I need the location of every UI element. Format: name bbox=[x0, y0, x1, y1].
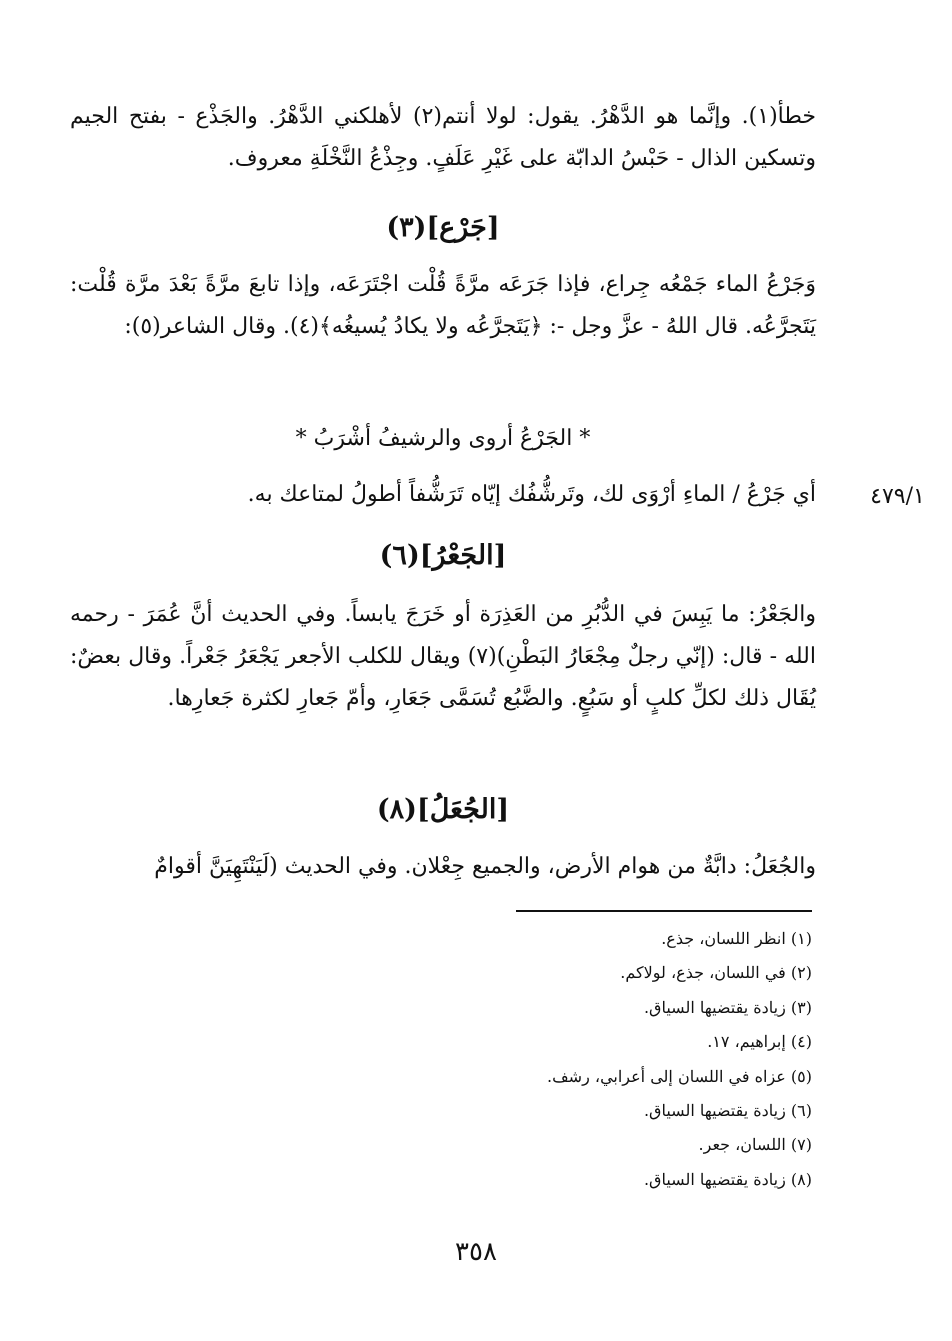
footnotes-list bbox=[400, 922, 812, 1197]
entry-heading-jar: [جَرْع](٣) bbox=[386, 212, 500, 243]
footnote-divider bbox=[516, 910, 812, 912]
footnote-item: (٥) عزاه في اللسان إلى أعرابي، رشف. bbox=[547, 1066, 812, 1086]
footnote-item: (٣) زيادة يقتضيها السياق. bbox=[643, 997, 812, 1017]
footnote-item: (٧) اللسان، جعر. bbox=[698, 1135, 812, 1155]
page-number: ٣٥٨ bbox=[455, 1237, 497, 1267]
footnote-item: (٢) في اللسان، جذع، لولاكم. bbox=[620, 963, 812, 983]
footnote-item: (٦) زيادة يقتضيها السياق. bbox=[643, 1100, 812, 1120]
entry-heading-juaal: [الجُعَلُ](٨) bbox=[376, 794, 510, 825]
paragraph-juaal: والجُعَلُ: دابَّةٌ من هوام الأرض، والجميع جِعْلان. وفي الحديث (لَيَنْتَهِيَنَّ أقوامٌ bbox=[154, 854, 816, 879]
paragraph-jar-dung: والجَعْرُ: ما يَبِسَ في الدُّبُرِ من العَذِرَة أو خَرَجَ يابساً. وفي الحديث أنَّ عُمَرَ - رحمه الله - قال: (إنّي رجلٌ مِجْعَارُ البَطْنِ)(٧) ويقال للكلب الأجعر يَجْعَرُ جَعْراً. وقال بعضٌ: يُقَال ذلك لكلِّ كلبٍ أو سَبُعٍ. والضَّبُع تُسَمَّى جَعَارِ، وأمّ جَعارِ لكثرة جَعارِها. bbox=[70, 602, 816, 711]
entry-heading-jar-dung: [الجَعْرُ](٦) bbox=[379, 540, 507, 571]
paragraph-jar: وَجَرْعُ الماء جَمْعُه جِراع، فإذا جَرَعَه مرَّةً قُلْت اجْتَرَعَه، وإذا تابعَ مرَّةً بَعْدَ مرَّة قُلْت: يَتَجرَّعُه. قال اللهُ - عزَّ وجل -: ﴿يَتَجرَّعُه ولا يكادُ يُسيغُه﴾(٤). وقال الشاعر(٥): bbox=[70, 272, 816, 339]
paragraph-jadh: خطأ(١). وإنَّما هو الدَّهْرُ. يقول: لولا أنتم(٢) لأهلكني الدَّهْرُ. والجَذْع - بفتح الجيم وتسكين الذال - حَبْسُ الدابّة على غَيْرِ عَلَفٍ. وجِذْعُ النَّخْلَةِ معروف. bbox=[70, 104, 816, 171]
footnote-item: (٤) إبراهيم، ١٧. bbox=[707, 1032, 812, 1052]
poetry-verse: * الجَرْعُ أروى والرشيفُ أشْرَبُ * bbox=[295, 426, 591, 451]
footnote-item: (٨) زيادة يقتضيها السياق. bbox=[643, 1169, 812, 1189]
paragraph-verse-explanation: أي جَرْعُ / الماءِ أرْوَى لك، وتَرشُّفُك إيّاه تَرَشُّفاً أطولُ لمتاعك به. bbox=[247, 482, 816, 507]
footnote-item: (١) انظر اللسان، جذع. bbox=[661, 929, 812, 948]
manuscript-margin-reference: ٤٧٩/١ bbox=[870, 484, 925, 509]
